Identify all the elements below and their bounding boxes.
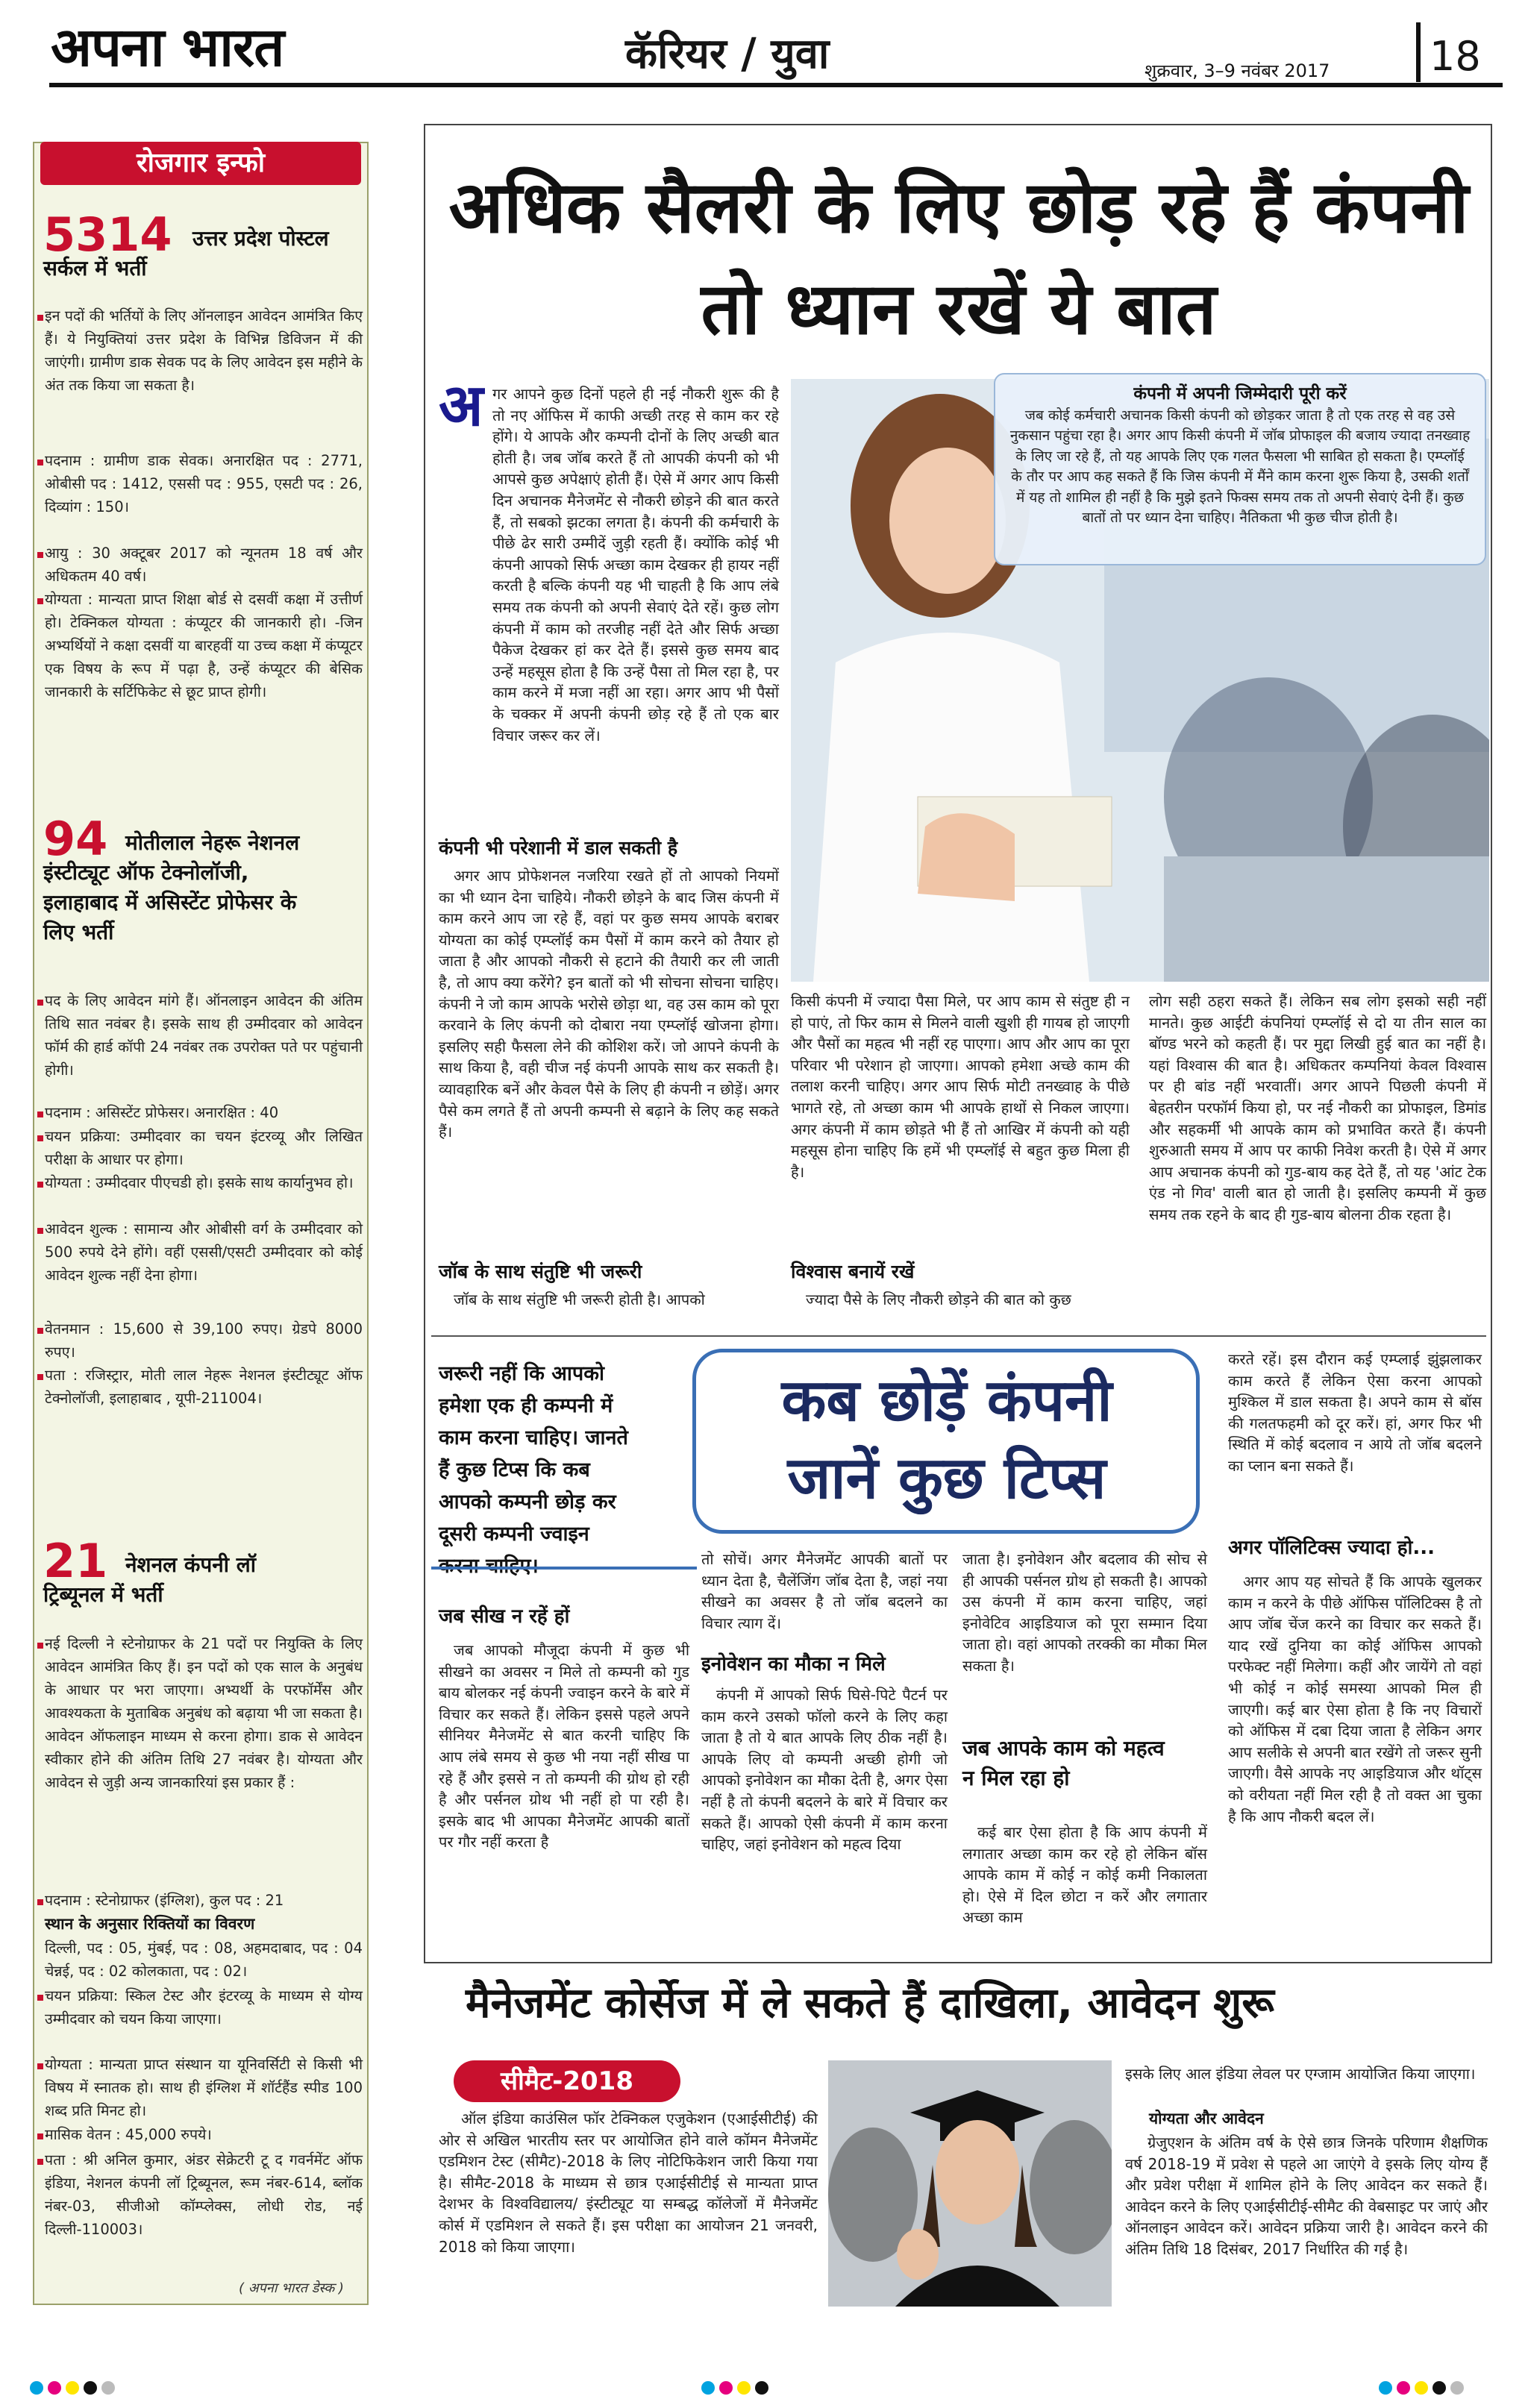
tips-title: कब छोड़ें कंपनी जानें कुछ टिप्स bbox=[781, 1367, 1112, 1512]
masthead-divider bbox=[1416, 22, 1421, 82]
job2-intro: पद के लिए आवेदन मांगे हैं। ऑनलाइन आवेदन की अंतिम तिथि सात नवंबर है। इसके साथ ही उम्मीदवार को आवेदन फॉर्म की हार्ड कॉपी 24 नवंबर तक उपरोक्त पते पर पहुंचानी होगी। bbox=[45, 992, 363, 1079]
job3-intro: नई दिल्ली ने स्टेनोग्राफर के 21 पदों पर नियुक्ति के लिए आवेदन आमंत्रित किए हैं। इन पदों को एक साल के अनुबंध के आधार पर भरा जाएगा। अभ्यर्थी के परफॉर्मेंस और आवश्यकता के मुताबिक अनुबंध को बढ़ाया भी जा सकता है। आवेदन ऑफलाइन माध्यम से करना होगा। डाक से आवेदन स्वीकार होने की अंतिम तिथि 27 नवंबर है। योग्यता और आवेदन से जुड़ी अन्य जानकारियां इस प्रकार हैं : bbox=[45, 1635, 363, 1791]
registration-dot bbox=[1450, 2381, 1464, 2395]
bullet-icon bbox=[37, 552, 43, 558]
subhead-company-trouble: कंपनी भी परेशानी में डाल सकती है bbox=[439, 837, 678, 859]
para-tips-col4-top: करते रहें। इस दौरान कई एम्प्लाई झुंझलाकर काम करते हैं लेकिन ऐसा करना आपको मुश्किल में डाल सकता है। अपने काम से बॉस की गलतफहमी को दूर करें। हां, अगर फिर भी स्थिति में कोई बदलाव न आये तो जॉब बदलने का प्लान बना सकते हैं। bbox=[1228, 1350, 1482, 1475]
registration-dot bbox=[101, 2381, 115, 2395]
registration-dot bbox=[30, 2381, 43, 2395]
job1-age: आयु : 30 अक्टूबर 2017 को न्यूनतम 18 वर्ष और अधिकतम 40 वर्ष। bbox=[45, 545, 363, 585]
registration-dot bbox=[1415, 2381, 1428, 2395]
bullet-icon bbox=[37, 315, 43, 321]
para-tips-col2-top: तो सोचें। अगर मैनेजमेंट आपकी बातों पर ध्यान देता है, चैलेंजिंग जॉब देता है, जहां नया सीखने का अवसर है तो जॉब बदलने का विचार त्याग दें। bbox=[701, 1550, 948, 1632]
job2-selection: चयन प्रक्रिया: उम्मीदवार का चयन इंटरव्यू और लिखित परीक्षा के आधार पर होगा। bbox=[45, 1128, 363, 1168]
subhead-innovation: इनोवेशन का मौका न मिले bbox=[701, 1653, 886, 1675]
job3-locations-heading: स्थान के अनुसार रिक्तियों का विवरण bbox=[45, 1915, 255, 1933]
job1-count: 5314 bbox=[43, 207, 172, 262]
registration-dot bbox=[48, 2381, 61, 2395]
job2-fee: आवेदन शुल्क : सामान्य और ओबीसी वर्ग के उम्मीदवार को 500 रुपये देने होंगे। वहीं एससी/एसटी उम्मीदवार को कोई आवेदन शुल्क नहीं देना होगा। bbox=[45, 1220, 363, 1284]
cmat-para: ऑल इंडिया काउंसिल फॉर टेक्निकल एजुकेशन (एआईसीटीई) की ओर से अखिल भारतीय स्तर पर आयोजित होने वाले कॉमन मैनेजमेंट एडमिशन टेस्ट (सीमैट)-2018 के लिए नोटिफिकेशन जारी किया गया है। सीमैट-2018 के माध्यम से छात्र एआईसीटीई से मान्यता प्राप्त देशभर के विश्वविद्यालय/ इंस्टीट्यूट या सम्बद्ध कॉलेजों में मैनेजमेंट कोर्स में एडमिशन ले सकते हैं। इस परीक्षा का आयोजन 21 जनवरी, 2018 को किया जाएगा। bbox=[439, 2110, 818, 2256]
bullet-icon bbox=[37, 1899, 43, 1905]
registration-dot bbox=[737, 2381, 751, 2395]
graduate-photo bbox=[828, 2060, 1112, 2307]
bullet-icon bbox=[37, 1328, 43, 1334]
cmat-eligibility-para: ग्रेजुएशन के अंतिम वर्ष के ऐसे छात्र जिनके परिणाम शैक्षणिक वर्ष 2018-19 में प्रवेश से पहले आ जाएंगे वे इसके लिए योग्य हैं और प्रवेश परीक्षा में शामिल होने के लिए आवेदन कर सकते हैं। आवेदन करने के लिए एआईसीटीई-सीमैट की वेबसाइट पर जाएं और ऑनलाइन आवेदन करें। आवेदन प्रक्रिया जारी है। आवेदन करने की अंतिम तिथि 18 दिसंबर, 2017 निर्धारित की गई है। bbox=[1125, 2133, 1488, 2258]
bullet-icon bbox=[37, 1228, 43, 1234]
job3-address: पता : श्री अनिल कुमार, अंडर सेक्रेटरी टू द गवर्नमेंट ऑफ इंडिया, नेशनल कंपनी लॉ ट्रिब्यूनल, रूम नंबर-614, ब्लॉक नंबर-03, सीजीओ कॉम्प्लेक्स, लोधी रोड, नई दिल्ली-110003। bbox=[45, 2151, 363, 2238]
job3-salary: मासिक वेतन : 45,000 रुपये। bbox=[45, 2126, 212, 2143]
registration-dot bbox=[719, 2381, 733, 2395]
para-work-not-valued: कई बार ऐसा होता है कि आप कंपनी में लगातार अच्छा काम कर रहे हो लेकिन बॉस आपके काम में कोई न कोई कमी निकालता हो। ऐसे में दिल छोटा न करें और लगातार अच्छा काम bbox=[962, 1823, 1207, 1927]
responsibility-heading: कंपनी में अपनी जिम्मेदारी पूरी करें bbox=[1133, 384, 1347, 404]
byline: ( अपना भारत डेस्क ) bbox=[239, 2280, 344, 2296]
subhead-politics: अगर पॉलिटिक्स ज्यादा हो... bbox=[1228, 1537, 1435, 1559]
bullet-icon bbox=[37, 1135, 43, 1141]
bullet-icon bbox=[37, 1111, 43, 1117]
job3-count: 21 bbox=[43, 1534, 108, 1588]
bullet-icon bbox=[37, 2159, 43, 2165]
registration-dot bbox=[701, 2381, 715, 2395]
job2-post: पदनाम : असिस्टेंट प्रोफेसर। अनारक्षित : 40 bbox=[45, 1104, 279, 1121]
masthead-rule bbox=[49, 83, 1503, 87]
subhead-not-learning: जब सीख न रहें हों bbox=[439, 1605, 570, 1628]
para-col3: लोग सही ठहरा सकते हैं। लेकिन सब लोग इसको सही नहीं मानते। कुछ आईटी कंपनियां एम्प्लॉई से दो या तीन साल का बॉण्ड भरने को कहती हैं। पर मुद्दा लिखी हुई बात का नहीं है। यहां विश्वास की बात है। अधिकतर कम्पनियां केवल विश्वास पर ही बांड नहीं भरवातीं। अगर आपने पिछली कंपनी में बेहतरीन परफॉर्म किया हो, पर नई नौकरी का प्रोफाइल, डिमांड और सहकर्मी भी आपके काम को प्रभावित करते हैं। कंपनी शुरुआती समय में आप पर काफी निवेश करती है। ऐसे में अगर आप अचानक कंपनी को गुड-बाय कह देते हैं, तो यह 'आंट टेक एंड नो गिव' वाली बात हो जाती है। इसलिए कम्पनी में कुछ समय तक रहने के बाद ही गुड-बाय बोलना ठीक रहता है। bbox=[1149, 992, 1486, 1223]
job1-intro: इन पदों की भर्तियों के लिए ऑनलाइन आवेदन आमंत्रित किए हैं। ये नियुक्तियां उत्तर प्रदेश के विभिन्न डिविजन में की जाएंगी। ग्रामीण डाक सेवक पद के लिए आवेदन इस महीने के अंत तक किया जा सकता है। bbox=[45, 307, 363, 394]
callout-rule bbox=[431, 1567, 697, 1570]
registration-dot bbox=[1379, 2381, 1392, 2395]
para-innovation: कंपनी में आपको सिर्फ घिसे-पिटे पैटर्न पर काम करने उसको फॉलो करने के लिए कहा जाता है तो ये बात आपके लिए ठीक नहीं है। आपके लिए वो कम्पनी अच्छी होगी जो आपको इनोवेशन का मौका देती है, अगर ऐसा नहीं है तो कंपनी बदलने के बारे में विचार कर सकते हैं। आपको ऐसी कंपनी में काम करना चाहिए, जहां इनोवेशन को महत्व दिया bbox=[701, 1686, 948, 1854]
section-title: कॅरियर / युवा bbox=[625, 30, 830, 78]
job2-salary: वेतनमान : 15,600 से 39,100 रुपए। ग्रेडपे 8000 रुपए। bbox=[45, 1320, 363, 1361]
subhead-work-not-valued: जब आपके काम को महत्व न मिल रहा हो bbox=[962, 1736, 1165, 1790]
job3-eligibility: योग्यता : मान्यता प्राप्त संस्थान या यूनिवर्सिटी से किसी भी विषय में स्नातक हो। साथ ही इंग्लिश में शॉर्टहैंड स्पीड 100 शब्द प्रति मिनट हो। bbox=[45, 2056, 363, 2119]
registration-dot bbox=[84, 2381, 97, 2395]
responsibility-text: जब कोई कर्मचारी अचानक किसी कंपनी को छोड़कर जाता है तो एक तरह से वह उसे नुकसान पहुंचा रहा है। अगर आप किसी कंपनी में जॉब प्रोफाइल की बजाय ज्यादा तनख्वाह के लिए जा रहे हैं, तो यह आपके लिए एक गलत फैसला भी साबित हो सकता है। एम्प्लॉई के तौर पर आप कह सकते हैं कि जिस कंपनी में मैंने काम करना शुरू किया है, उसकी शर्तों में यह तो शामिल ही नहीं है कि मुझे इतने फिक्स समय तक तो अपनी सेवाएं देनी हैं। कुछ बातों तो पर ध्यान देना चाहिए। नैतिकता भी कुछ चीज होती है। bbox=[1009, 407, 1471, 527]
subhead-satisfaction: जॉब के साथ संतुष्टि भी जरूरी bbox=[439, 1261, 642, 1282]
responsibility-box bbox=[994, 373, 1486, 565]
drop-cap: अ bbox=[439, 372, 483, 439]
para-col2: किसी कंपनी में ज्यादा पैसा मिले, पर आप काम से संतुष्ट ही न हो पाएं, तो फिर काम से मिलने वाली खुशी ही गायब हो जाएगी और पैसों का महत्व भी नहीं रह पाएगा। आप और आप का पूरा परिवार भी परेशान हो जाएगा। आपको हमेशा अच्छे काम की तलाश करनी चाहिए। अगर आप सिर्फ मोटी तनख्वाह के पीछे भागते रहे, तो अच्छा काम भी आपके हाथों से निकल जाएगा। अगर कंपनी में काम छोड़ते भी हैं तो आखिर में कंपनी को यही महसूस होना चाहिए कि हमें भी एम्प्लॉई से बहुत कुछ मिला ही है। bbox=[791, 992, 1130, 1181]
job1-eligibility: योग्यता : मान्यता प्राप्त शिक्षा बोर्ड से दसवीं कक्षा में उत्तीर्ण हो। टेक्निकल योग्यता : कंप्यूटर की जानकारी हो। -जिन अभ्यर्थियों ने कक्षा दसवीं या बारहवीं या उच्च कक्षा में कंप्यूटर एक विषय के रूप में पढ़ा है, उन्हें कंप्यूटर की बेसिक जानकारी के सर्टिफिकेट से छूट प्राप्त होगी। bbox=[45, 591, 363, 700]
job2-address: पता : रजिस्ट्रार, मोती लाल नेहरू नेशनल इंस्टीट्यूट ऑफ टेक्नोलॉजी, इलाहाबाद , यूपी-211004। bbox=[45, 1367, 363, 1407]
job1-heading: उत्तर प्रदेश पोस्टल सर्कल में भर्ती bbox=[43, 226, 329, 280]
tips-callout: जरूरी नहीं कि आपको हमेशा एक ही कम्पनी में काम करना चाहिए। जानते हैं कुछ टिप्स कि कब आपको कम्पनी छोड़ कर दूसरी कम्पनी ज्वाइन bbox=[439, 1362, 628, 1546]
job3-post: पदनाम : स्टेनोग्राफर (इंग्लिश), कुल पद : 21 bbox=[45, 1892, 284, 1909]
registration-dot bbox=[755, 2381, 768, 2395]
job1-post: पदनाम : ग्रामीण डाक सेवक। अनारक्षित पद : 2771, ओबीसी पद : 1412, एससी पद : 955, एसटी पद : 26, दिव्यांग : 150। bbox=[45, 452, 363, 515]
para-trust: ज्यादा पैसे के लिए नौकरी छोड़ने की बात को कुछ bbox=[806, 1291, 1071, 1308]
job3-locations: दिल्ली, पद : 05, मुंबई, पद : 08, अहमदाबाद, पद : 04 चेन्नई, पद : 02 कोलकाता, पद : 02। bbox=[45, 1940, 363, 1980]
bullet-icon bbox=[37, 460, 43, 465]
subhead-trust: विश्वास बनायें रखें bbox=[791, 1261, 915, 1282]
bullet-icon bbox=[37, 598, 43, 604]
issue-date: शुक्रवार, 3–9 नवंबर 2017 bbox=[1145, 60, 1330, 81]
para-not-learning: जब आपको मौजूदा कंपनी में कुछ भी सीखने का अवसर न मिले तो कम्पनी को गुड बाय बोलकर नई कंपनी ज्वाइन करने के बारे में विचार कर सकते हैं। लेकिन इससे पहले अपने सीनियर मैनेजमेंट से बात करनी चाहिए कि आप लंबे समय से कुछ भी नया नहीं सीख पा रहे हैं और इससे न तो कम्पनी की ग्रोथ हो रही है और पर्सनल ग्रोथ भी नहीं हो पा रही है। इसके बाद भी आपका मैनेजमेंट आपकी बातों पर गौर नहीं करता है bbox=[439, 1641, 689, 1852]
para-tips-col3-top: जाता है। इनोवेशन और बदलाव की सोच से ही आपकी पर्सनल ग्रोथ हो सकती है। आपको उस कंपनी में काम करना चाहिए, जहां इनोवेटिव आइडियाज को पूरा सम्मान दिया जाता हो। वहां आपको तरक्की का मौका मिल सकता है। bbox=[962, 1550, 1207, 1675]
sidebar-title: रोजगार इन्फो bbox=[40, 142, 361, 185]
tips-divider bbox=[431, 1335, 1486, 1337]
job3-selection: चयन प्रक्रिया: स्किल टेस्ट और इंटरव्यू के माध्यम से योग्य उम्मीदवार को चयन किया जाएगा। bbox=[45, 1987, 363, 2028]
bullet-icon bbox=[37, 2133, 43, 2139]
bullet-icon bbox=[37, 2063, 43, 2069]
mgmt-headline: मैनेजमेंट कोर्सेज में ले सकते हैं दाखिला, आवेदन शुरू bbox=[466, 1979, 1274, 2028]
job2-heading: मोतीलाल नेहरू नेशनल इंस्टीट्यूट ऑफ टेक्नोलॉजी, इलाहाबाद में असिस्टेंट प्रोफेसर के लिए भर्ती bbox=[43, 830, 300, 944]
job2-count: 94 bbox=[43, 812, 108, 866]
bullet-icon bbox=[37, 1995, 43, 2001]
bullet-icon bbox=[37, 1000, 43, 1006]
bullet-icon bbox=[37, 1182, 43, 1188]
job2-eligibility: योग्यता : उम्मीदवार पीएचडी हो। इसके साथ कार्यानुभव हो। bbox=[45, 1174, 354, 1191]
bullet-icon bbox=[37, 1643, 43, 1649]
cmat-tag: सीमैट-2018 bbox=[454, 2060, 680, 2102]
bullet-icon bbox=[37, 1374, 43, 1380]
page-number: 18 bbox=[1430, 33, 1481, 80]
newspaper-logo: अपना भारत bbox=[51, 16, 284, 78]
cmat-eligibility-heading: योग्यता और आवेदन bbox=[1149, 2110, 1264, 2128]
registration-dot bbox=[66, 2381, 79, 2395]
article-headline: अधिक सैलरी के लिए छोड़ रहे हैं कंपनी तो ध्यान रखें ये बात bbox=[448, 166, 1469, 351]
intro-para-lead: गर आपने कुछ दिनों पहले ही नई नौकरी शुरू की है तो नए ऑफिस में काफी अच्छी तरह से काम कर रहे होंगे। ये आपके और कम्पनी दोनों के लिए अच्छी बात होती है। जब जॉब करते हैं तो आपकी कंपनी को भी आपसे कुछ अपेक्षाएं होती हैं। ऐसे में अगर आप किसी दिन अचानक मैनेजमेंट से नौकरी छोड़ने की बात करते हैं, तो सबको झटका लगता है। कंपनी की कर्मचारी के पीछे ढेर सारी उम्मीदें जुड़ी रहती हैं। क्योंकि कोई भी कंपनी आपको सिर्फ अच्छा काम देखकर ही हायर नहीं करती है बल्कि कंपनी यह भी चाहती है कि आप लंबे समय तक कंपनी को अपनी सेवाएं देते रहें। कुछ लोग कंपनी में काम को तरजीह नहीं देते और सिर्फ अच्छा पैकेज देखकर हां कर देते हैं। इससे कुछ समय बाद उन्हें महसूस होता है कि उन्हें पैसा तो मिल रहा है, पर काम करने में मजा नहीं आ रहा। अगर आप भी पैसों के चक्कर में अपनी कंपनी छोड़ रहे हैं तो एक बार विचार जरूर कर लें। bbox=[492, 385, 779, 744]
cmat-right-top: इसके लिए आल इंडिया लेवल पर एग्जाम आयोजित किया जाएगा। bbox=[1125, 2065, 1476, 2083]
registration-dot bbox=[1432, 2381, 1446, 2395]
para-company-trouble: अगर आप प्रोफेशनल नजरिया रखते हों तो आपको नियमों का भी ध्यान देना चाहिये। नौकरी छोड़ने के बाद जिस कंपनी में काम करने आप जा रहे हैं, वहां पर कुछ समय आपके बराबर योग्यता का कोई एम्प्लॉई कम पैसों में काम करने को तैयार हो जाता है और आपको नौकरी से हटाने की तैयारी कर ली जाती है, तो आप क्या करेंगे? इन बातों को भी सोचना सोचना चाहिए। कंपनी ने जो काम आपके भरोसे छोड़ा था, वह उस काम को पूरा करवाने के लिए कंपनी को दोबारा नया एम्प्लॉई खोजना होगा। इसलिए सही फैसला लेने की कोशिश करें। जो आपने कंपनी के साथ किया है, वही चीज नई कंपनी आपके साथ कर सकती है। व्यावहारिक बनें और केवल पैसे के लिए ही कंपनी न छोड़ें। अगर पैसे कम लगते हैं तो अपनी कम्पनी से बढ़ाने के लिए कह सकते हैं। bbox=[439, 867, 779, 1141]
registration-dot bbox=[1397, 2381, 1410, 2395]
para-satisfaction: जॉब के साथ संतुष्टि भी जरूरी होती है। आपको bbox=[454, 1291, 705, 1308]
job3-heading: नेशनल कंपनी लॉ ट्रिब्यूनल में भर्ती bbox=[43, 1552, 257, 1607]
para-politics: अगर आप यह सोचते हैं कि आपके खुलकर काम न करने के पीछे ऑफिस पॉलिटिक्स है तो आप जॉब चेंज करने का विचार कर सकते हैं। याद रखें दुनिया का कोई ऑफिस आपको परफेक्ट नहीं मिलेगा। कहीं और जायेंगे तो वहां भी कोई न कोई समस्या आपको मिल ही जाएगी। कई बार ऐसा होता है कि नए विचारों को ऑफिस में दबा दिया जाता है लेकिन अगर आप सलीके से अपनी बात रखेंगे तो जरूर सुनी जाएगी। वैसे आपके नए आइडियाज और थॉट्स को वरीयता नहीं मिल रही है तो वक्त आ चुका है कि आप नौकरी बदल लें। bbox=[1228, 1573, 1482, 1825]
